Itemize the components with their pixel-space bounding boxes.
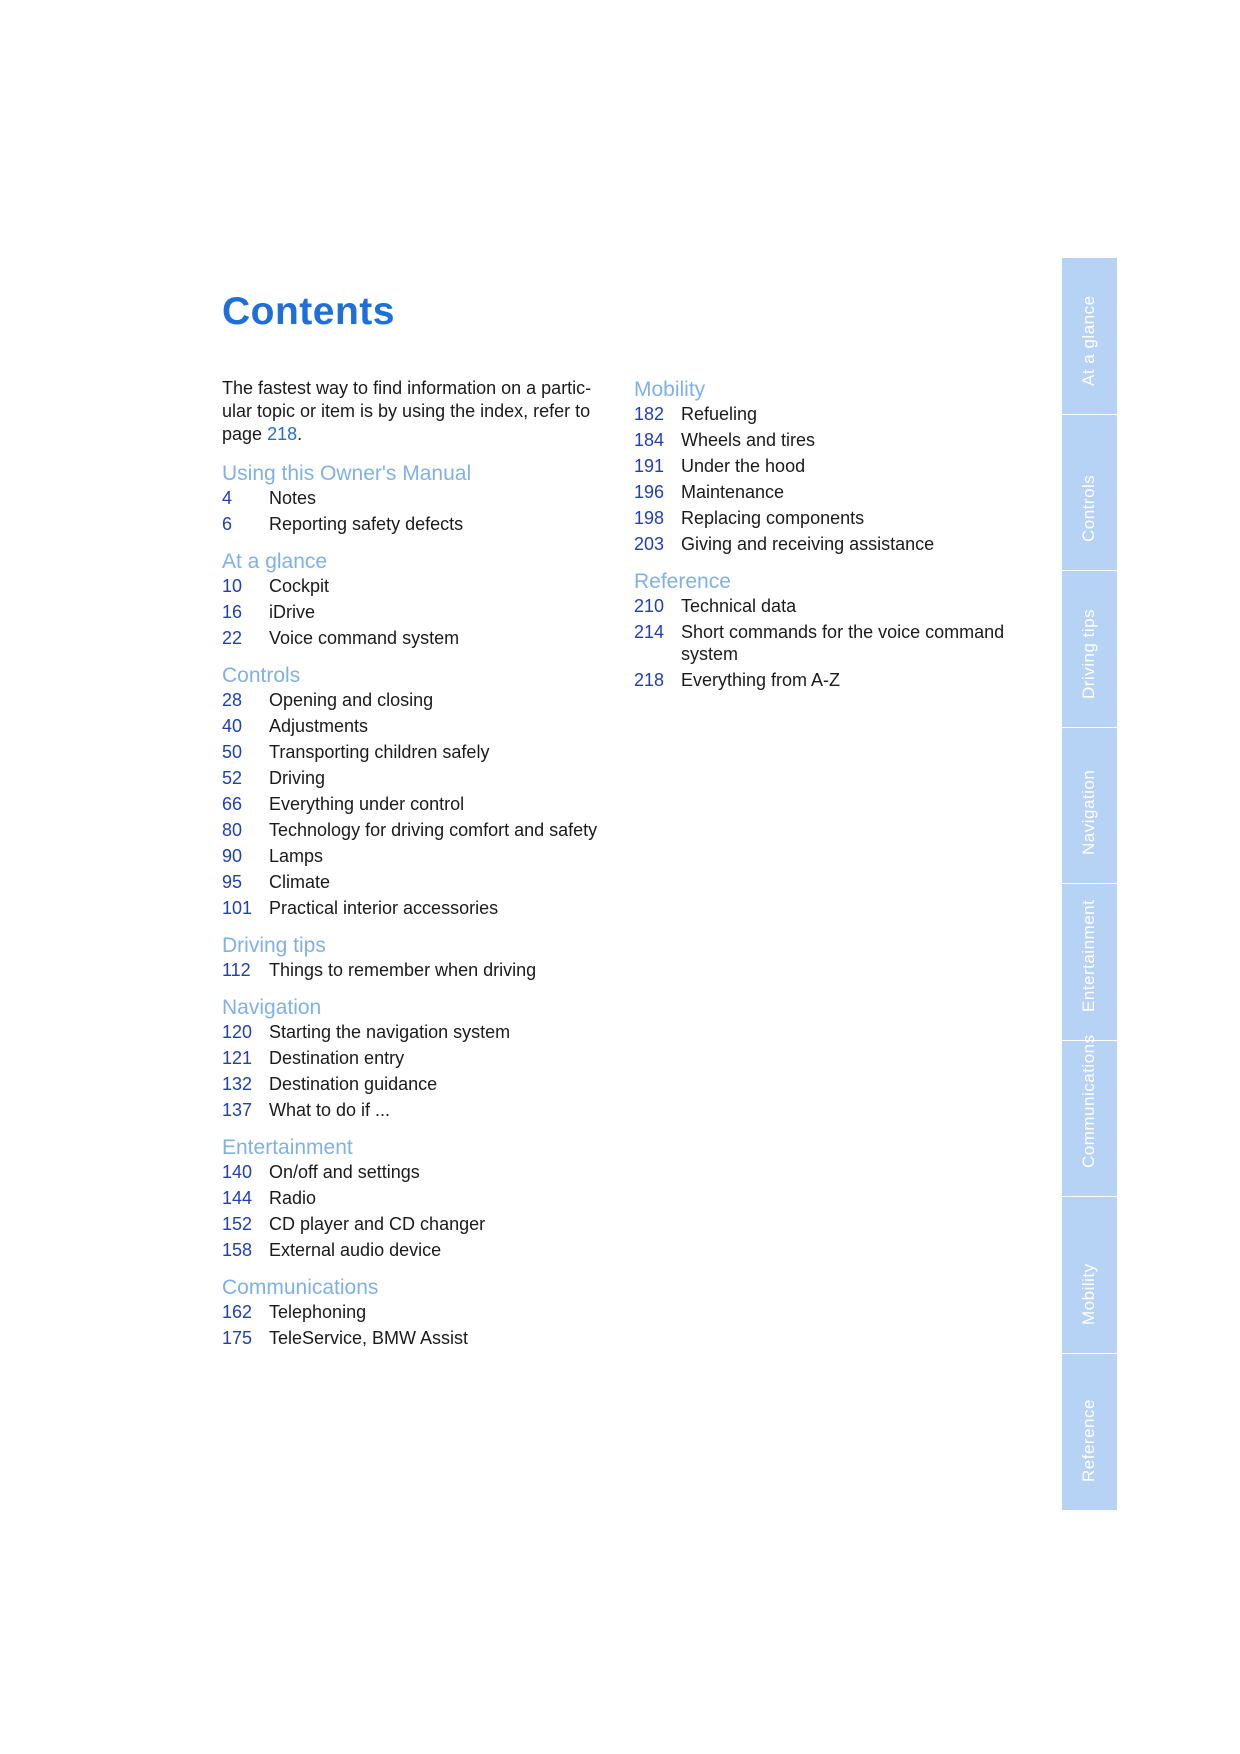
toc-entry[interactable] [634, 455, 1024, 477]
entry-page-number: 52 [222, 768, 243, 788]
toc-entry[interactable] [222, 1239, 612, 1261]
tab-label: Driving tips [1079, 608, 1098, 699]
entry-page-number: 121 [222, 1048, 253, 1068]
entry-title: Wheels and tires [681, 430, 816, 450]
entry-page-number: 4 [222, 488, 233, 508]
section-controls [222, 663, 612, 919]
toc-entry[interactable] [222, 715, 612, 737]
entry-page-number: 22 [222, 628, 243, 648]
entry-title: External audio device [269, 1240, 442, 1260]
left-column [222, 377, 612, 1363]
entry-page-number: 90 [222, 846, 243, 866]
entry-title: Radio [269, 1188, 317, 1208]
toc-entry[interactable] [222, 1327, 612, 1349]
entry-title: Maintenance [681, 482, 785, 502]
entry-title: On/off and settings [269, 1162, 420, 1182]
entry-title: What to do if ... [269, 1100, 391, 1120]
entry-page-number: 112 [222, 960, 251, 980]
section-heading[interactable]: Driving tips [222, 934, 326, 957]
section-entertainment [222, 1135, 612, 1261]
right-sections [634, 377, 1024, 691]
entry-title: Replacing components [681, 508, 865, 528]
entry-title: TeleService, BMW Assist [269, 1328, 469, 1348]
entry-title: Transporting children safely [269, 742, 490, 762]
entry-page-number: 175 [222, 1328, 253, 1348]
entry-title: Adjustments [269, 716, 369, 736]
entry-title: Reporting safety defects [269, 514, 464, 534]
entry-page-number: 16 [222, 602, 243, 622]
section-reference [634, 569, 1024, 691]
section-heading[interactable]: Communications [222, 1276, 379, 1299]
tab-driving-tips[interactable] [1062, 571, 1117, 728]
tab-label: Navigation [1079, 769, 1098, 855]
toc-entry[interactable] [222, 819, 612, 841]
entry-title: CD player and CD changer [269, 1214, 486, 1234]
entry-title: Things to remember when driving [269, 960, 537, 980]
entry-page-number: 203 [634, 534, 665, 554]
entry-page-number: 158 [222, 1240, 253, 1260]
toc-entry[interactable] [222, 897, 612, 919]
entry-title: Opening and closing [269, 690, 434, 710]
entry-page-number: 218 [634, 670, 665, 690]
toc-entry[interactable] [634, 595, 1024, 617]
entry-page-number: 80 [222, 820, 243, 840]
left-sections [222, 461, 612, 1349]
toc-entry[interactable] [222, 575, 612, 597]
tab-label: At a glance [1079, 294, 1098, 386]
entry-title: Driving [269, 768, 326, 788]
entry-page-number: 144 [222, 1188, 253, 1208]
entry-page-number: 50 [222, 742, 243, 762]
entry-page-number: 214 [634, 622, 665, 642]
entry-page-number: 120 [222, 1022, 253, 1042]
entry-page-number: 191 [634, 456, 665, 476]
toc-entry[interactable] [222, 627, 612, 649]
entry-page-number: 198 [634, 508, 665, 528]
tab-label: Controls [1079, 474, 1098, 542]
section-communications [222, 1275, 612, 1349]
toc-entry[interactable] [634, 507, 1024, 529]
toc-entry[interactable] [222, 767, 612, 789]
entry-title: Giving and receiving assistance [681, 534, 935, 554]
entry-page-number: 210 [634, 596, 665, 616]
page-title: Contents [222, 290, 395, 333]
tab-entertainment[interactable] [1062, 884, 1117, 1041]
intro-text: The fastest way to find information on a partic-ular topic or item is by using the index, refer to page [222, 378, 592, 444]
section-using-this-owner-s-manual [222, 461, 612, 535]
toc-entry[interactable] [634, 533, 1024, 555]
toc-entry[interactable] [222, 1021, 612, 1043]
toc-entry[interactable] [634, 621, 1024, 665]
tab-controls[interactable] [1062, 415, 1117, 572]
tab-communications[interactable] [1062, 1034, 1117, 1198]
toc-entry[interactable] [222, 513, 612, 535]
toc-entry[interactable] [222, 871, 612, 893]
entry-page-number: 28 [222, 690, 243, 710]
entry-title: Technology for driving comfort and safety [269, 820, 598, 840]
entry-page-number: 101 [222, 898, 253, 918]
toc-entry[interactable] [222, 601, 612, 623]
entry-page-number: 196 [634, 482, 665, 502]
toc-entry[interactable] [222, 689, 612, 711]
section-heading[interactable]: Controls [222, 664, 301, 687]
section-navigation [222, 995, 612, 1121]
entry-title: Destination entry [269, 1048, 405, 1068]
entry-page-number: 6 [222, 514, 233, 534]
toc-entry[interactable] [222, 1047, 612, 1069]
tab-label: Communications [1079, 1034, 1098, 1168]
toc-entry[interactable] [222, 845, 612, 867]
entry-title: Cockpit [269, 576, 330, 596]
entry-title: Climate [269, 872, 331, 892]
chapter-tabs [1062, 258, 1117, 1510]
toc-entry[interactable] [222, 741, 612, 763]
entry-page-number: 66 [222, 794, 243, 814]
section-heading[interactable]: Mobility [634, 378, 706, 401]
entry-title: Short commands for the voice command system [681, 622, 1005, 664]
right-column [634, 377, 1024, 705]
entry-page-number: 140 [222, 1162, 253, 1182]
toc-entry[interactable] [222, 959, 612, 981]
toc-entry[interactable] [222, 1301, 612, 1323]
section-driving-tips [222, 933, 612, 981]
tab-mobility[interactable] [1062, 1197, 1117, 1354]
section-mobility [634, 377, 1024, 555]
entry-title: iDrive [269, 602, 316, 622]
section-heading[interactable]: Navigation [222, 996, 322, 1019]
entry-title: Lamps [269, 846, 324, 866]
entry-title: Technical data [681, 596, 797, 616]
entry-page-number: 184 [634, 430, 665, 450]
index-page-link[interactable]: 218 [267, 424, 298, 444]
toc-entry[interactable] [634, 669, 1024, 691]
section-at-a-glance [222, 549, 612, 649]
entry-page-number: 132 [222, 1074, 253, 1094]
toc-entry[interactable] [634, 481, 1024, 503]
toc-entry[interactable] [222, 1213, 612, 1235]
toc-entry[interactable] [222, 1073, 612, 1095]
entry-title: Refueling [681, 404, 758, 424]
entry-title: Everything from A-Z [681, 670, 841, 690]
toc-entry[interactable] [222, 1099, 612, 1121]
tab-label: Reference [1079, 1399, 1098, 1482]
toc-entry[interactable] [222, 1187, 612, 1209]
tab-navigation[interactable] [1062, 728, 1117, 885]
toc-entry[interactable] [222, 793, 612, 815]
toc-entry[interactable] [634, 403, 1024, 425]
entry-page-number: 10 [222, 576, 243, 596]
section-heading[interactable]: Entertainment [222, 1136, 353, 1159]
entry-title: Under the hood [681, 456, 806, 476]
toc-entry[interactable] [634, 429, 1024, 451]
entry-title: Notes [269, 488, 317, 508]
section-heading[interactable]: At a glance [222, 550, 328, 573]
section-heading[interactable]: Using this Owner's Manual [222, 462, 472, 485]
tab-reference[interactable] [1062, 1354, 1117, 1511]
entry-title: Practical interior accessories [269, 898, 499, 918]
entry-page-number: 182 [634, 404, 665, 424]
entry-title: Starting the navigation system [269, 1022, 511, 1042]
entry-page-number: 137 [222, 1100, 253, 1120]
toc-entry[interactable] [222, 1161, 612, 1183]
tab-label: Mobility [1079, 1262, 1098, 1325]
toc-entry[interactable] [222, 487, 612, 509]
intro-paragraph [222, 377, 612, 446]
tab-at-a-glance[interactable] [1062, 258, 1117, 415]
entry-page-number: 152 [222, 1214, 253, 1234]
entry-title: Telephoning [269, 1302, 367, 1322]
intro-suffix: . [297, 424, 303, 444]
section-heading[interactable]: Reference [634, 570, 731, 593]
entry-page-number: 95 [222, 872, 243, 892]
tab-label: Entertainment [1079, 899, 1098, 1012]
entry-title: Everything under control [269, 794, 465, 814]
entry-page-number: 162 [222, 1302, 253, 1322]
entry-page-number: 40 [222, 716, 243, 736]
entry-title: Destination guidance [269, 1074, 438, 1094]
entry-title: Voice command system [269, 628, 460, 648]
